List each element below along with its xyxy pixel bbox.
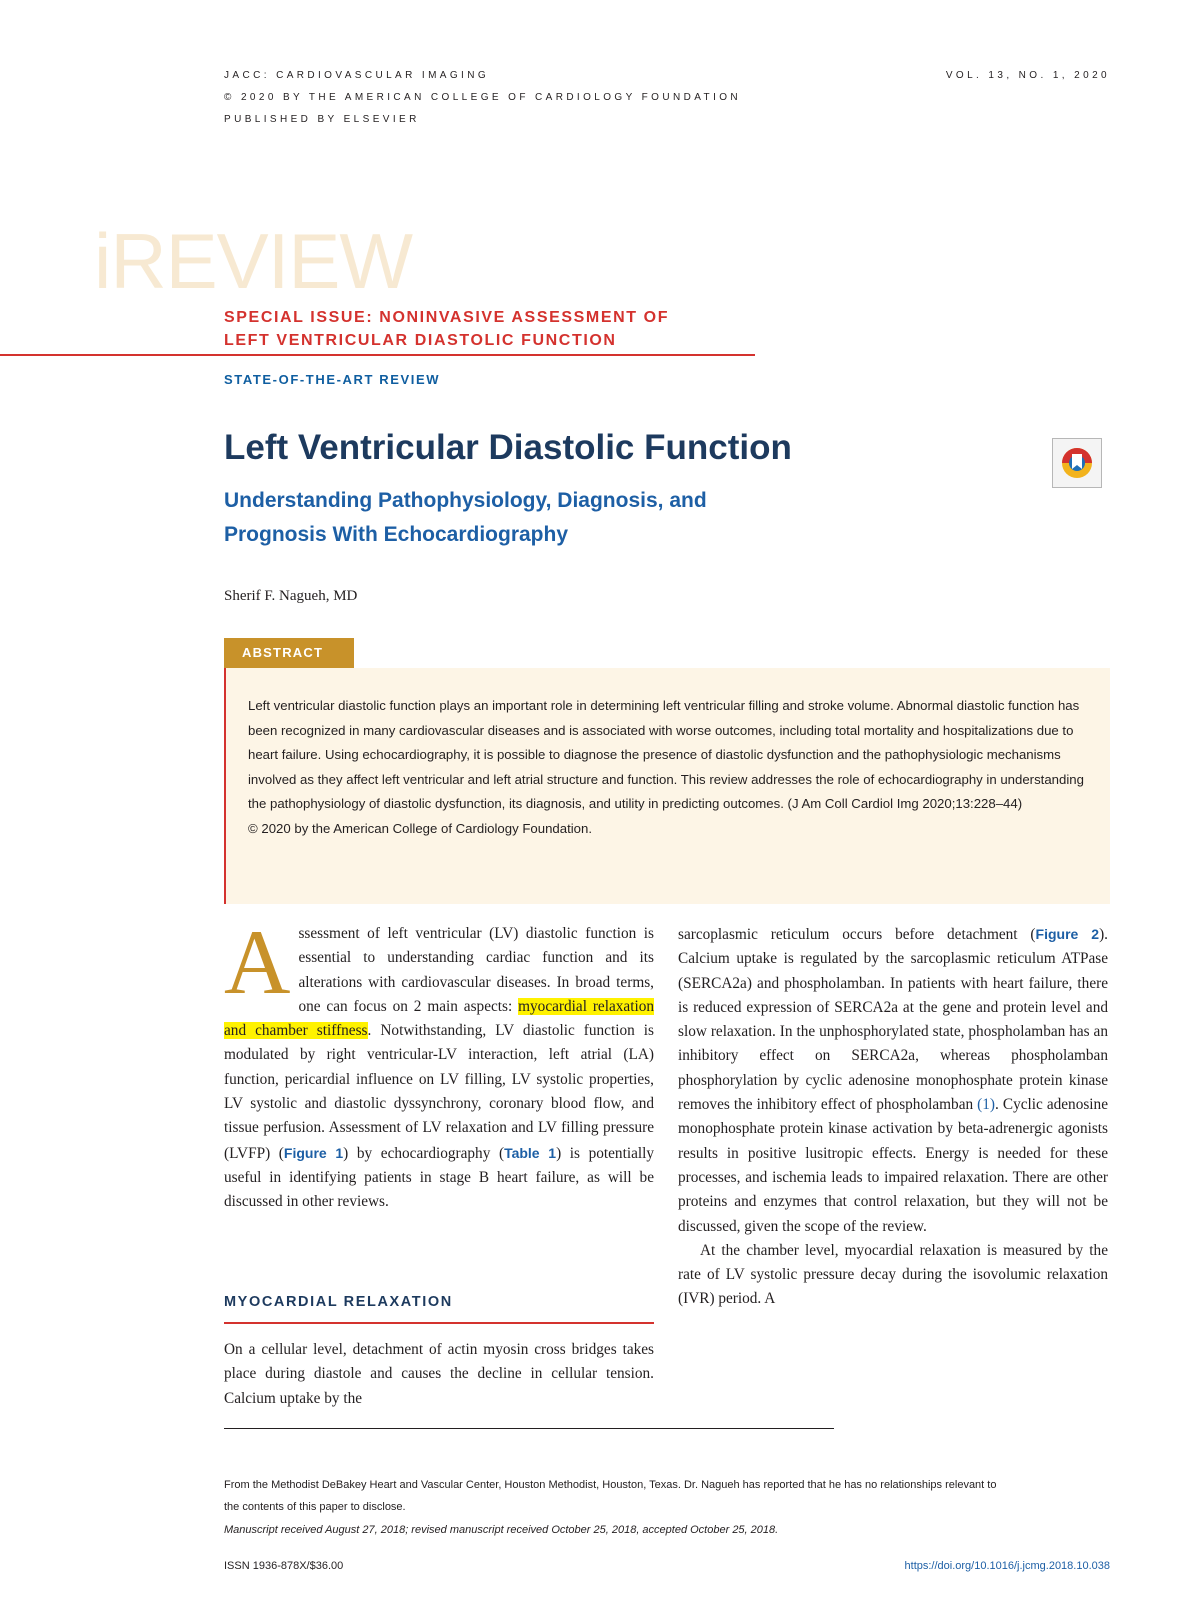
special-issue-line1: SPECIAL ISSUE: NONINVASIVE ASSESSMENT OF — [224, 309, 670, 326]
special-issue-rule — [0, 354, 755, 356]
abstract-citation: (J Am Coll Cardiol Img 2020;13:228–44) — [787, 796, 1023, 812]
body-column-left-lower — [224, 1338, 654, 1411]
author-name[interactable]: Sherif F. Nagueh, MD — [224, 588, 358, 604]
affiliation-footnote: From the Methodist DeBakey Heart and Vascular Center, Houston Methodist, Houston, Texas. Dr. Nagueh has reported that he has no relationships relevant to the contents of this paper to disclose. — [224, 1479, 997, 1513]
chamber-paragraph: At the chamber level, myocardial relaxation is measured by the rate of LV systolic pressure decay during the isovolumic relaxation (IVR) period. A — [678, 1241, 1108, 1308]
crossmark-button[interactable] — [1052, 438, 1102, 488]
reference-1-link[interactable]: (1) — [977, 1096, 996, 1114]
footnote-rule — [224, 1428, 834, 1429]
section-heading: MYOCARDIAL RELAXATION — [224, 1294, 453, 1310]
subtitle-line1: Understanding Pathophysiology, Diagnosis, and — [224, 489, 707, 512]
page-title: Left Ventricular Diastolic Function — [224, 428, 792, 467]
calcium-paragraph — [678, 922, 1108, 1239]
section-rule — [224, 1322, 654, 1324]
journal-name: JACC: CARDIOVASCULAR IMAGING — [224, 70, 490, 81]
table-1-link[interactable]: Table 1 — [504, 1144, 557, 1161]
intro-text-d: ) is potentially useful in identifying patients in stage B heart failure, as will be discussed in other reviews. — [224, 1144, 655, 1211]
special-issue-line2: LEFT VENTRICULAR DIASTOLIC FUNCTION — [224, 332, 617, 349]
abstract-label: ABSTRACT — [224, 638, 354, 668]
copyright-header: © 2020 BY THE AMERICAN COLLEGE OF CARDIOLOGY FOUNDATION — [224, 92, 742, 103]
drop-cap: A — [224, 911, 291, 1013]
subtitle-line2: Prognosis With Echocardiography — [224, 523, 569, 546]
intro-text-a: ssessment of left ventricular (LV) diastolic function is essential to understanding cardiac function and its alterations with cardiovascular diseases. In broad terms, one can focus on 2 main aspects: — [298, 925, 654, 1015]
volume-info: VOL. 13, NO. 1, 2020 — [945, 70, 1110, 81]
calcium-text-a: sarcoplasmic reticulum occurs before detachment ( — [678, 926, 1036, 943]
intro-paragraph — [224, 911, 655, 1215]
special-issue-heading — [224, 306, 764, 352]
figure-2-link[interactable]: Figure 2 — [1035, 926, 1100, 942]
ireview-watermark: iREVIEW — [94, 217, 413, 305]
figure-1-link[interactable]: Figure 1 — [283, 1144, 344, 1161]
intro-text-b: . Notwithstanding, LV diastolic function is modulated by right ventricular-LV interaction, left atrial (LA) function, pericardial influence on LV filling, LV systolic properties, LV systolic and diastolic dyssynchrony, coronary blood flow, and tissue perfusion. Assessment of LV relaxation and LV filling pressure (LVFP) ( — [224, 1022, 654, 1162]
calcium-text-c: . Cyclic adenosine monophosphate protein kinase activation by beta-adrenergic agonists results in positive lusitropic effects. Energy is needed for these processes, and ischemia leads to impaired relaxation. There are other proteins and enzymes that control relaxation, but they will not be discussed, given the scope of the review. — [678, 1096, 1108, 1235]
body-column-right — [678, 922, 1108, 1312]
intro-text-c: ) by echocardiography ( — [343, 1144, 505, 1162]
calcium-text-b: ). Calcium uptake is regulated by the sarcoplasmic reticulum ATPase (SERCA2a) and phospholamban. In patients with heart failure, there is reduced expression of SERCA2a at the gene and protein level and slow relaxation. In the unphosphorylated state, phospholamban has an inhibitory effect on SERCA2a, whereas phospholamban phosphorylation by cyclic adenosine monophosphate protein kinase removes the inhibitory effect of phospholamban — [678, 926, 1108, 1114]
doi-link[interactable]: https://doi.org/10.1016/j.jcmg.2018.10.038 — [904, 1560, 1110, 1572]
abstract-body: Left ventricular diastolic function plays an important role in determining left ventricular filling and stroke volume. Abnormal diastolic function has been recognized in many cardiovascular diseases and is associated with worse outcomes, including total mortality and hospitalizations due to heart failure. Using echocardiography, it is possible to diagnose the presence of diastolic dysfunction and the pathophysiologic mechanisms involved as they affect left ventricular and left atrial structure and function. This review addresses the role of echocardiography in understanding the pathophysiology of diastolic dysfunction, its diagnosis, and utility in predicting outcomes. — [248, 698, 1084, 812]
manuscript-dates: Manuscript received August 27, 2018; revised manuscript received October 25, 2018, accepted October 25, 2018. — [224, 1524, 779, 1536]
subtitle — [224, 484, 864, 552]
abstract-text — [248, 694, 1088, 842]
issn: ISSN 1936-878X/$36.00 — [224, 1560, 344, 1572]
highlighted-text[interactable]: myocardial relaxation and chamber stiffness — [224, 997, 655, 1040]
relaxation-paragraph: On a cellular level, detachment of actin myosin cross bridges takes place during diastole and causes the decline in cellular tension. Calcium uptake by the — [224, 1341, 654, 1407]
article-type: STATE-OF-THE-ART REVIEW — [224, 372, 441, 387]
body-column-left — [224, 911, 655, 1215]
crossmark-icon — [1053, 439, 1101, 487]
publisher: PUBLISHED BY ELSEVIER — [224, 114, 420, 125]
abstract-copyright: © 2020 by the American College of Cardiology Foundation. — [248, 820, 593, 836]
